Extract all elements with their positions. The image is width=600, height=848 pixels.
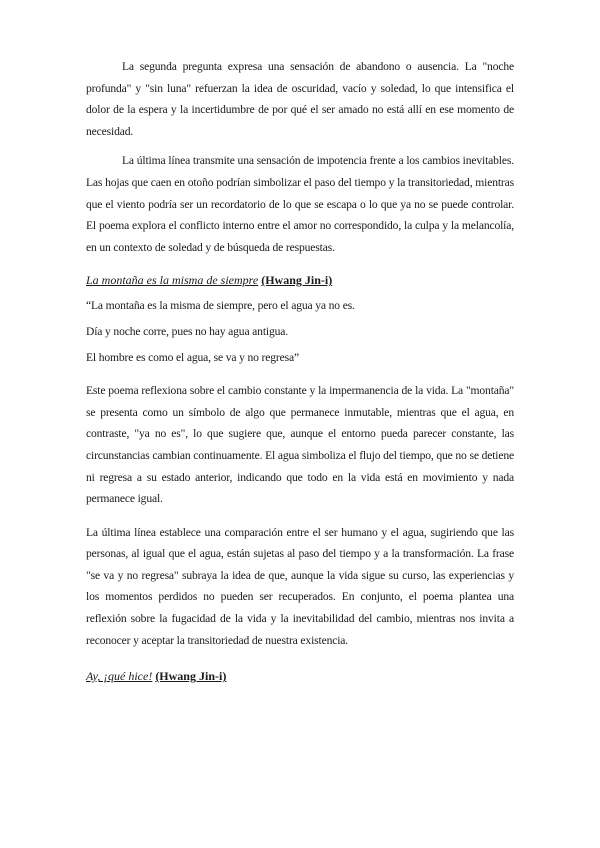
paragraph-impotence: La última línea transmite una sensación de impotencia frente a los cambios inevitables. Las hojas que caen en otoño podrían simbolizar el paso del tiempo y la transitoriedad, mientras que el viento podría ser un recordatorio de lo que se escapa o lo que ya no se puede controlar. El poema explora el conflicto interno entre el amor no correspondido, la culpa y la melancolía, en un contexto de soledad y de búsqueda de respuestas.	[86, 154, 514, 254]
paragraph-change: Este poema reflexiona sobre el cambio constante y la impermanencia de la vida. La "montaña" se presenta como un símbolo de algo que permanece inmutable, mientras que el agua, en contraste, "ya no es", lo que sugiere que, aunque el entorno pueda parecer constante, las circunstancias cambian continuamente. El agua simboliza el flujo del tiempo, que no se detiene ni regresa a su estado anterior, indicando que todo en la vida está en movimiento y nada permanece igual.	[86, 384, 514, 506]
poem-author: (Hwang Jin-i)	[155, 669, 227, 684]
poem-line-1: “La montaña es la misma de siempre, pero el agua ya no es.	[86, 299, 355, 313]
poem-author: (Hwang Jin-i)	[261, 273, 333, 288]
paragraph-comparison: La última línea establece una comparación entre el ser humano y el agua, sugiriendo que las personas, al igual que el agua, están sujetas al paso del tiempo y a la transformación. La frase "se va y no regresa" subraya la idea de que, aunque la vida sigue su curso, las experiencias y los momentos perdidos no pueden ser recuperados. En conjunto, el poema plantea una reflexión sobre la fugacidad de la vida y la inevitabilidad del cambio, mientras nos invita a reconocer y aceptar la transitoriedad de nuestra existencia.	[86, 525, 514, 647]
poem-title: La montaña es la misma de siempre	[86, 273, 259, 288]
poem-heading-montana	[86, 269, 514, 291]
poem-line-3: El hombre es como el agua, se va y no regresa”	[86, 350, 299, 364]
poem-line-2: Día y noche corre, pues no hay agua antigua.	[86, 324, 289, 338]
poem-heading-que-hice	[86, 665, 514, 687]
paragraph-abandonment: La segunda pregunta expresa una sensación de abandono o ausencia. La "noche profunda" y "sin luna" refuerzan la idea de oscuridad, vacío y soledad, lo que intensifica el dolor de la espera y la incertidumbre de por qué el ser amado no está allí en ese momento de necesidad.	[86, 60, 514, 138]
poem-title: Ay, ¡qué hice!	[86, 669, 153, 684]
